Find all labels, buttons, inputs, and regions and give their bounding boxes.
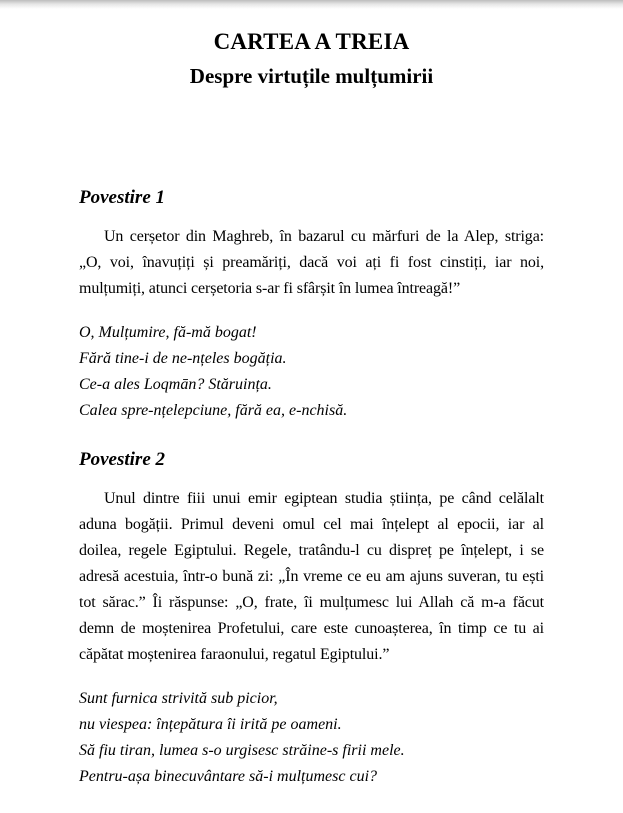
- paragraph-line: „O, voi, înavuțiți și preamăriți, dacă voi ați fi fost cinstiți, iar noi,: [79, 254, 544, 271]
- paragraph-line: aduna bogății. Primul deveni omul cel mai înțelept al epocii, iar al: [79, 516, 544, 533]
- book-header: [79, 26, 544, 92]
- story-2-heading: Povestire 2: [79, 449, 166, 470]
- paragraph-line: tot sărac.” Îi răspunse: „O, frate, îi mulțumesc lui Allah că m-a făcut: [79, 594, 544, 611]
- story-1-paragraph: [79, 224, 544, 302]
- story-2-verse: [79, 686, 544, 790]
- story-1-verse: [79, 320, 544, 424]
- story-section-1: [79, 186, 544, 424]
- book-subtitle: Despre virtuțile mulțumirii: [189, 64, 434, 88]
- story-1-heading: Povestire 1: [79, 187, 166, 208]
- paragraph-line: Unul dintre fiii unui emir egiptean studia știința, pe când celălalt: [104, 490, 544, 507]
- verse-line: Sunt furnica strivită sub picior,: [79, 690, 278, 707]
- verse-line: O, Mulțumire, fă-mă bogat!: [79, 324, 257, 341]
- verse-line: Să fiu tiran, lumea s-o urgisesc străine-s firii mele.: [79, 742, 405, 759]
- page-top-shadow: [0, 0, 623, 9]
- paragraph-line: Un cerșetor din Maghreb, în bazarul cu mărfuri de la Alep, striga:: [104, 228, 544, 245]
- paragraph-line: demn de moștenirea Profetului, care este cunoașterea, în timp ce tu ai: [79, 620, 544, 637]
- verse-line: Pentru-așa binecuvântare să-i mulțumesc cui?: [79, 768, 378, 785]
- verse-line: Fără tine-i de ne-nțeles bogăția.: [79, 350, 287, 367]
- story-section-2: [79, 448, 544, 790]
- verse-line: nu viespea: înțepătura îi irită pe oameni.: [79, 716, 342, 733]
- paragraph-line: adresă acestuia, într-o bună zi: „În vreme ce eu am ajuns suveran, tu ești: [79, 568, 544, 585]
- verse-line: Calea spre-nțelepciune, fără ea, e-nchisă.: [79, 402, 348, 419]
- paragraph-line: mulțumiți, atunci cerșetoria s-ar fi sfârșit în lumea întreagă!”: [79, 280, 461, 297]
- paragraph-line: căpătat moștenirea faraonului, regatul Egiptului.”: [79, 646, 390, 663]
- story-2-paragraph: [79, 486, 544, 668]
- paragraph-line: doilea, regele Egiptului. Regele, tratându-l cu dispreț pe înțelept, i se: [79, 542, 544, 559]
- book-title: CARTEA A TREIA: [213, 29, 410, 54]
- verse-line: Ce-a ales Loqmān? Stăruința.: [79, 376, 272, 393]
